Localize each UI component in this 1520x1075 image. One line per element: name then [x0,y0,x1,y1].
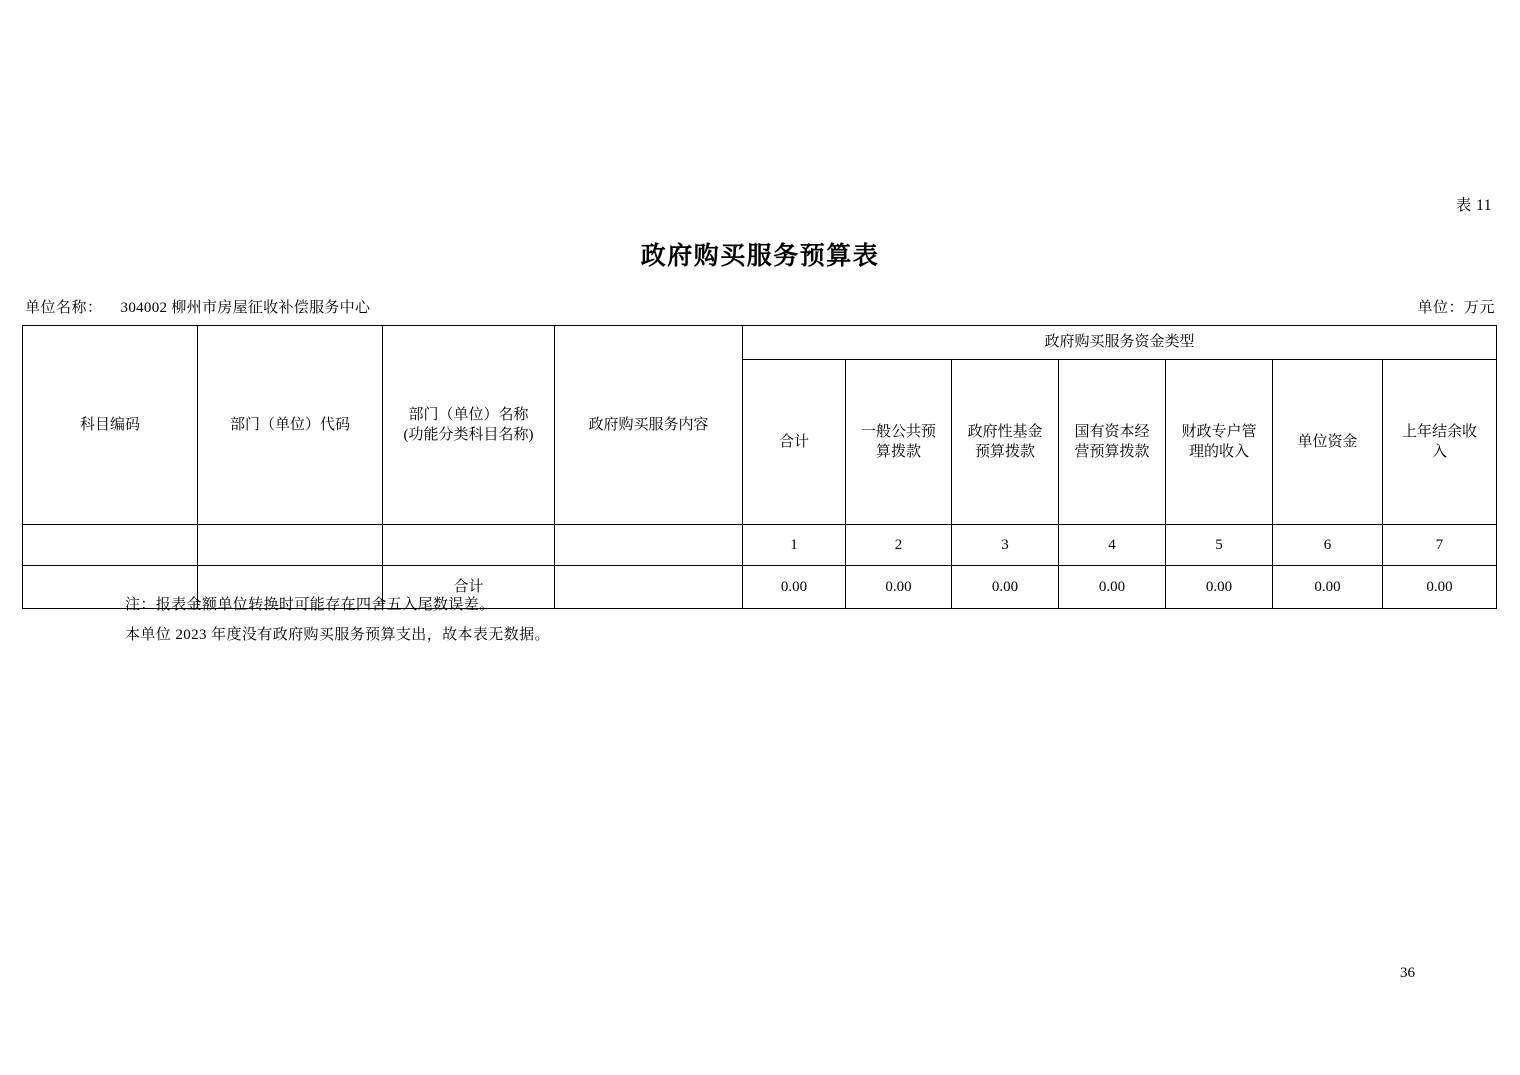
unit-name-label: 单位名称： [25,300,103,316]
number-row-cell-10: 6 [1273,525,1383,566]
col-header-fiscal-account-line1: 财政专户管 [1181,423,1257,440]
number-row-cell-11: 7 [1383,525,1497,566]
cell-unit-fund: 0.00 [1273,566,1383,609]
cell-total: 0.00 [743,566,846,609]
note-rounding: 注：报表金额单位转换时可能存在四舍五入尾数误差。 [125,597,495,613]
col-header-dept-name-line1: 部门（单位）名称 [408,406,529,423]
number-row-cell-7: 3 [952,525,1059,566]
cell-state-capital: 0.00 [1059,566,1166,609]
cell-general-public: 0.00 [846,566,952,609]
col-header-gov-fund-line2: 预算拨款 [974,444,1035,460]
table-group-header-row [23,326,1497,360]
number-row-cell-3 [383,525,555,566]
meta-row [25,296,1495,317]
number-row-cell-4 [555,525,743,566]
col-header-state-capital-line1: 国有资本经 [1074,423,1150,440]
col-header-service-content: 政府购买服务内容 [555,326,743,525]
cell-prior-balance: 0.00 [1383,566,1497,609]
col-header-general-public-line1: 一般公共预 [860,423,936,440]
note-no-data: 本单位 2023 年度没有政府购买服务预算支出，故本表无数据。 [125,627,550,643]
number-row-cell-9: 5 [1166,525,1273,566]
cell-dept-name: 合计 [383,566,555,609]
col-header-dept-name [383,326,555,525]
col-header-unit-fund: 单位资金 [1273,360,1383,525]
cell-fiscal-account: 0.00 [1166,566,1273,609]
col-header-subject-code: 科目编码 [23,326,198,525]
col-header-general-public-line2: 算拨款 [875,444,921,460]
col-header-fiscal-account [1166,360,1273,525]
col-header-fund-type-group: 政府购买服务资金类型 [743,326,1497,360]
col-header-dept-name-line2: (功能分类科目名称) [403,427,534,443]
col-header-general-public [846,360,952,525]
notes-block [125,590,550,650]
amount-unit-label: 单位：万元 [1417,300,1495,316]
cell-service-content [555,566,743,609]
budget-table [22,325,1497,609]
col-header-gov-fund-line1: 政府性基金 [967,423,1043,440]
col-header-state-capital-line2: 营预算拨款 [1074,444,1150,460]
col-header-dept-code: 部门（单位）代码 [198,326,383,525]
col-header-fiscal-account-line2: 理的收入 [1188,444,1249,460]
table-number-row [23,525,1497,566]
number-row-cell-2 [198,525,383,566]
col-header-prior-balance-line2: 入 [1432,444,1448,460]
col-header-prior-balance-line1: 上年结余收 [1402,423,1478,440]
col-header-state-capital [1059,360,1166,525]
number-row-cell-6: 2 [846,525,952,566]
col-header-prior-balance [1383,360,1497,525]
page-number: 36 [1400,965,1415,981]
col-header-total: 合计 [743,360,846,525]
number-row-cell-8: 4 [1059,525,1166,566]
number-row-cell-5: 1 [743,525,846,566]
page-title: 政府购买服务预算表 [640,241,880,270]
number-row-cell-1 [23,525,198,566]
table-number-label: 表 11 [1455,197,1492,214]
cell-gov-fund: 0.00 [952,566,1059,609]
unit-name-block [25,296,370,317]
unit-name-value: 304002 柳州市房屋征收补偿服务中心 [120,300,371,316]
col-header-gov-fund [952,360,1059,525]
